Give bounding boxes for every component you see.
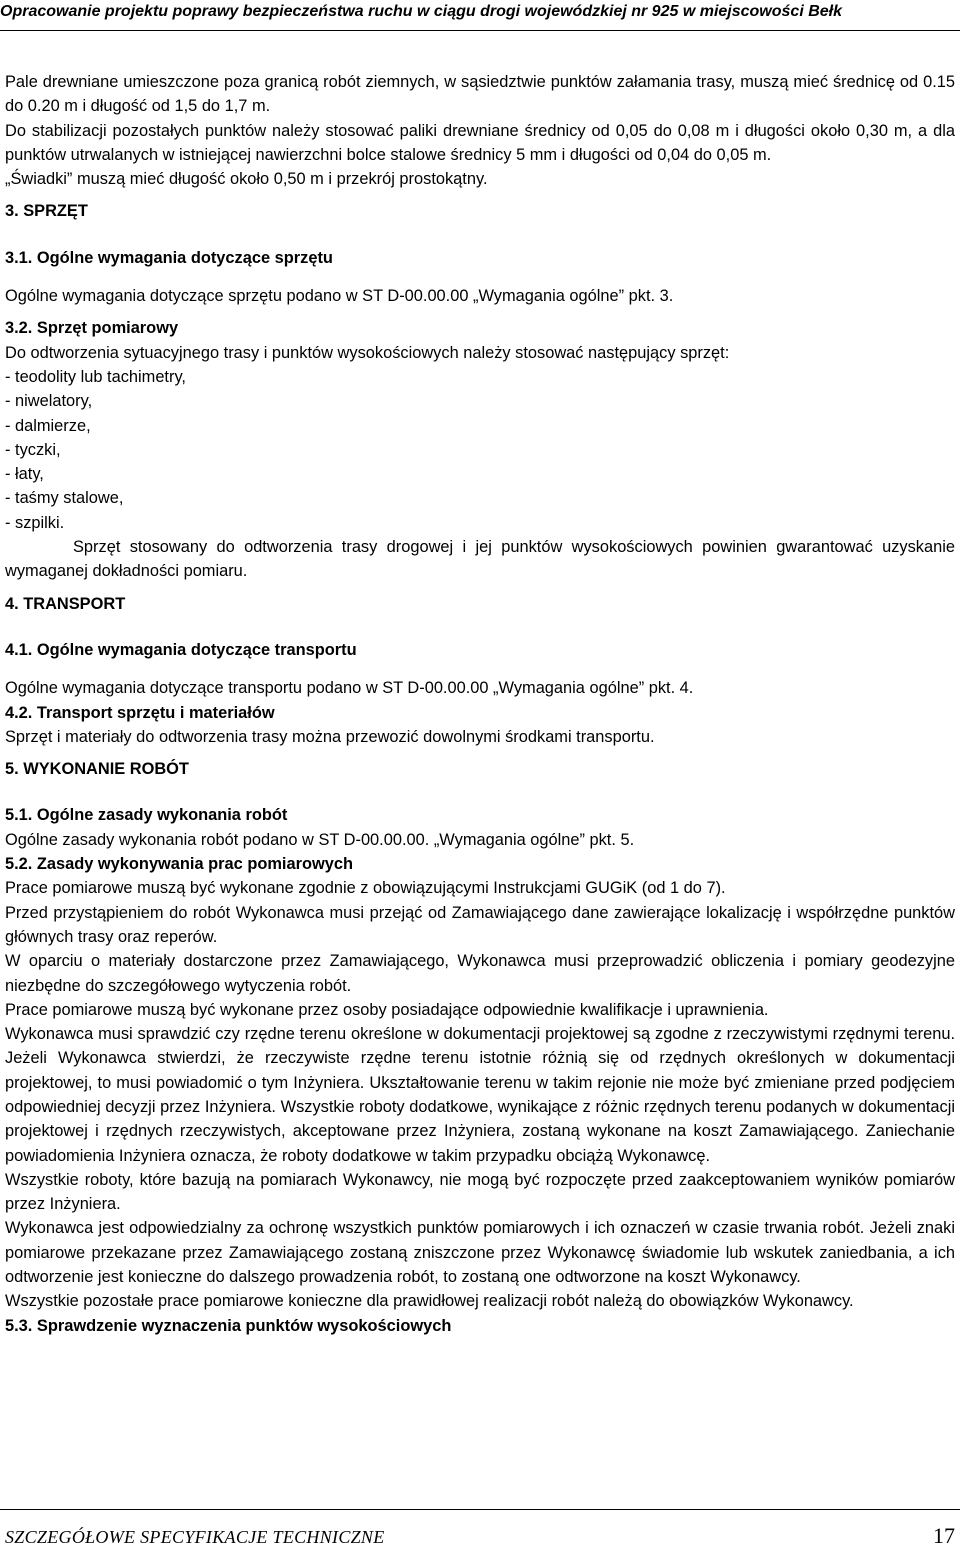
paragraph-4-1: Ogólne wymagania dotyczące transportu podano w ST D-00.00.00 „Wymagania ogólne” pkt. 4. [5,679,694,698]
paragraph-5-2: Wszystkie pozostałe prace pomiarowe konieczne dla prawidłowej realizacji robót należą do obowiązków Wykonawcy. [5,1292,854,1311]
header-title: Opracowanie projektu poprawy bezpieczeństwa ruchu w ciągu drogi wojewódzkiej nr 925 w miejscowości Bełk [0,3,842,20]
paragraph-stabilization: Do stabilizacji pozostałych punktów należy stosować paliki drewniane średnicy od 0,05 do 0,08 m i długości około 0,30 m, a dla punktów utrwalanych w istniejącej nawierzchni bolce stalowe średnicy 5 mm i długości od 0,04 do 0,05 m. [5,121,955,164]
footer-rule [0,1509,960,1510]
list-item: - tyczki, [5,440,61,459]
document-body [5,70,955,1338]
page-footer [0,1509,960,1553]
heading-section-3-2: 3.2. Sprzęt pomiarowy [5,319,179,338]
heading-section-5: 5. WYKONANIE ROBÓT [5,760,189,779]
heading-section-4-2: 4.2. Transport sprzętu i materiałów [5,703,275,722]
heading-section-4-1: 4.1. Ogólne wymagania dotyczące transportu [5,640,357,659]
paragraph-3-2: Do odtworzenia sytuacyjnego trasy i punktów wysokościowych należy stosować następujący sprzęt: [5,343,730,362]
paragraph-3-2-accuracy: Sprzęt stosowany do odtworzenia trasy drogowej i jej punktów wysokościowych powinien gwarantować uzyskanie wymaganej dokładności pomiaru. [5,538,955,581]
paragraph-3-1: Ogólne wymagania dotyczące sprzętu podano w ST D-00.00.00 „Wymagania ogólne” pkt. 3. [5,287,674,306]
paragraph-4-2: Sprzęt i materiały do odtworzenia trasy można przewozić dowolnymi środkami transportu. [5,727,655,746]
page-number: 17 [933,1523,955,1548]
section-5-2-body [5,876,955,1313]
list-item: - niwelatory, [5,392,93,411]
paragraph-5-2: Przed przystąpieniem do robót Wykonawca musi przejąć od Zamawiającego dane zawierające lokalizację i współrzędne punktów głównych trasy oraz reperów. [5,903,955,946]
header-rule [0,30,960,31]
footer-title: SZCZEGÓŁOWE SPECYFIKACJE TECHNICZNE [5,1527,385,1547]
paragraph-5-2: Prace pomiarowe muszą być wykonane przez osoby posiadające odpowiednie kwalifikacje i uprawnienia. [5,1000,769,1019]
paragraph-witnesses: „Świadki” muszą mieć długość około 0,50 m i przekrój prostokątny. [5,170,488,189]
list-item: - dalmierze, [5,416,91,435]
paragraph-5-2: Wykonawca musi sprawdzić czy rzędne terenu określone w dokumentacji projektowej są zgodne z rzeczywistymi rzędnymi terenu. Jeżeli Wykonawca stwierdzi, że rzeczywiste rzędne terenu istotnie różnią się od rzędnych określonych w dokumentacji projektowej, to musi powiadomić o tym Inżyniera. Ukształtowanie terenu w takim rejonie nie może być zmieniane przed podjęciem odpowiedniej decyzji przez Inżyniera. Wszystkie roboty dodatkowe, wynikające z różnic rzędnych terenu podanych w dokumentacji projektowej i rzędnych rzeczywistych, akceptowane przez Inżyniera, zostaną wykonane na koszt Zamawiającego. Zaniechanie powiadomienia Inżyniera oznacza, że roboty dodatkowe w takim przypadku obciążą Wykonawcę. [5,1025,955,1165]
paragraph-5-2: Wszystkie roboty, które bazują na pomiarach Wykonawcy, nie mogą być rozpoczęte przed zaakceptowaniem wyników pomiarów przez Inżyniera. [5,1170,955,1214]
heading-section-5-2: 5.2. Zasady wykonywania prac pomiarowych [5,855,353,874]
heading-section-4: 4. TRANSPORT [5,594,126,613]
paragraph-5-1: Ogólne zasady wykonania robót podano w ST D-00.00.00. „Wymagania ogólne” pkt. 5. [5,830,635,849]
list-item: - szpilki. [5,513,65,532]
list-item: - teodolity lub tachimetry, [5,367,186,386]
paragraph-5-2: W oparciu o materiały dostarczone przez Zamawiającego, Wykonawca musi przeprowadzić obliczenia i pomiary geodezyjne niezbędne do szczegółowego wytyczenia robót. [5,952,955,995]
paragraph-wooden-piles: Pale drewniane umieszczone poza granicą robót ziemnych, w sąsiedztwie punktów załamania trasy, muszą mieć średnicę od 0.15 do 0.20 m i długość od 1,5 do 1,7 m. [5,73,955,116]
heading-section-3-1: 3.1. Ogólne wymagania dotyczące sprzętu [5,248,333,267]
list-item: - łaty, [5,465,44,484]
equipment-list [5,365,955,535]
heading-section-3: 3. SPRZĘT [5,202,88,221]
list-item: - taśmy stalowe, [5,489,124,508]
heading-section-5-3: 5.3. Sprawdzenie wyznaczenia punktów wysokościowych [5,1316,452,1335]
paragraph-5-2: Wykonawca jest odpowiedzialny za ochronę wszystkich punktów pomiarowych i ich oznaczeń w czasie trwania robót. Jeżeli znaki pomiarowe przekazane przez Zamawiającego zostaną zniszczone przez Wykonawcę świadomie lub wskutek zaniedbania, a ich odtworzenie jest konieczne do dalszego prowadzenia robót, to zostaną one odtworzone na koszt Wykonawcy. [5,1219,955,1287]
heading-section-5-1: 5.1. Ogólne zasady wykonania robót [5,806,288,825]
paragraph-5-2: Prace pomiarowe muszą być wykonane zgodnie z obowiązującymi Instrukcjami GUGiK (od 1 do 7). [5,879,726,898]
